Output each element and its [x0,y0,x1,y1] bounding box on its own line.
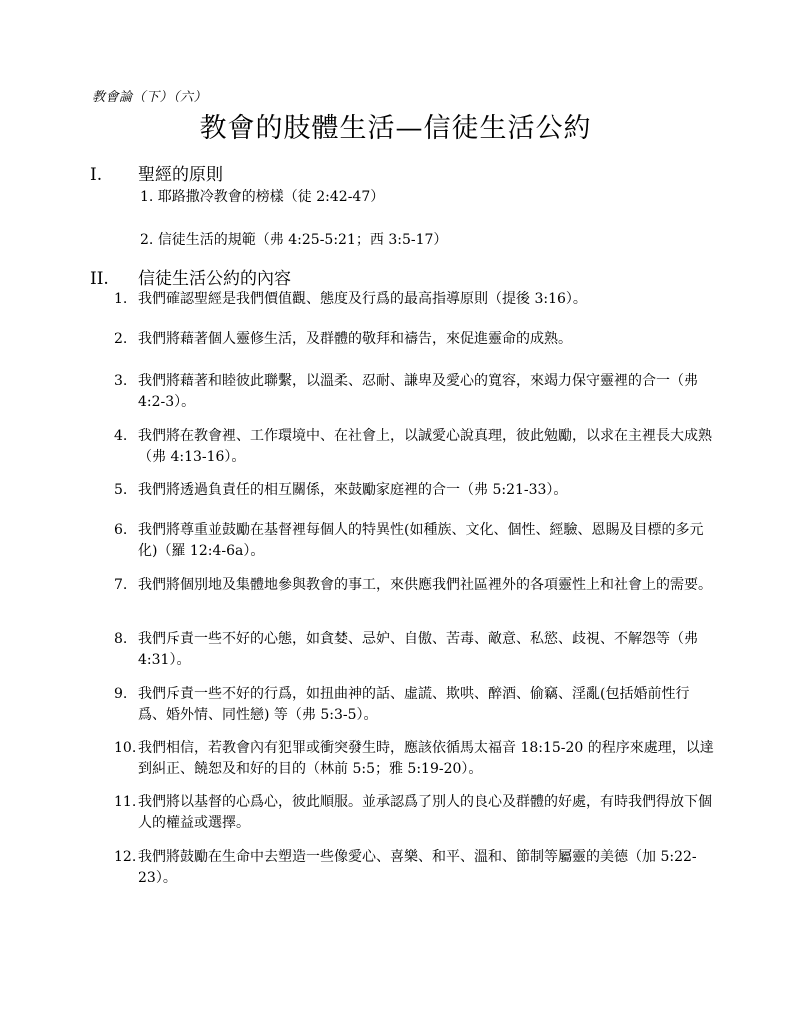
section-number: I. [90,165,103,185]
item-marker: 12. [114,849,137,865]
item-text: 我們將藉著個人靈修生活，及群體的敬拜和禱告，來促進靈命的成熟。 [138,331,572,347]
item-text: 我們將在教會裡、工作環境中、在社會上，以誠愛心說真理，彼此勉勵，以求在主裡長大成熟（弗 4:13-16）。 [138,428,712,465]
principle-item [140,229,447,249]
covenant-item [114,329,716,350]
item-marker: 9. [114,686,128,702]
covenant-item [114,575,716,596]
covenant-item [114,520,716,562]
covenant-item [114,738,716,780]
item-text: 我們將個別地及集體地參與教會的事工，來供應我們社區裡外的各項靈性上和社會上的需要。 [138,577,712,593]
section-title: 聖經的原則 [138,165,223,185]
item-text: 我們斥責一些不好的心態，如貪婪、忌妒、自傲、苦毒、敵意、私慾、歧視、不解怨等（弗 4:31）。 [138,631,698,668]
item-marker: 1. [114,291,128,307]
item-text: 信徒生活的規範（弗 4:25-5:21；西 3:5-17） [157,232,448,248]
item-marker: 4. [114,428,128,444]
item-text: 我們相信，若教會內有犯罪或衝突發生時，應該依循馬太福音 18:15-20 的程序來處理，以達到糾正、饒恕及和好的目的（林前 5:5；雅 5:19-20）。 [138,740,714,777]
header-note: 教會論（下）（六） [92,90,208,105]
section-title: 信徒生活公約的內容 [138,269,291,289]
covenant-item [114,629,716,671]
item-text: 我們將以基督的心爲心，彼此順服。並承認爲了別人的良心及群體的好處，有時我們得放下個人的權益或選擇。 [138,794,712,831]
covenant-item [114,684,716,726]
item-marker: 7. [114,577,128,593]
item-marker: 10. [114,740,137,756]
item-marker: 6. [114,522,128,538]
item-marker: 11. [114,794,137,810]
covenant-item [114,426,716,468]
item-marker: 5. [114,482,128,498]
item-marker: 2. [114,331,128,347]
item-text: 我們確認聖經是我們價值觀、態度及行爲的最高指導原則（提後 3:16）。 [138,291,587,307]
item-text: 我們斥責一些不好的行爲，如扭曲神的話、虛謊、欺哄、醉酒、偷竊、淫亂(包括婚前性行爲、婚外情、同性戀) 等（弗 5:3-5）。 [138,686,690,723]
item-text: 我們將尊重並鼓勵在基督裡每個人的特異性(如種族、文化、個性、經驗、恩賜及目標的多元化)（羅 12:4-6a）。 [138,522,704,559]
item-marker: 8. [114,631,128,647]
section-heading-1 [90,160,223,185]
covenant-item [114,480,716,501]
covenant-item [114,792,716,834]
covenant-item [114,847,716,889]
item-text: 我們將透過負責任的相互關係，來鼓勵家庭裡的合一（弗 5:21-33）。 [138,482,568,498]
item-marker: 1. [140,189,154,205]
item-marker: 3. [114,373,128,389]
principle-item [140,186,384,206]
page-title: 教會的肢體生活—信徒生活公約 [199,113,592,144]
covenant-item [114,371,716,413]
section-heading-2 [90,264,291,289]
section-number: II. [90,269,109,289]
covenant-item [114,289,716,310]
item-text: 我們將鼓勵在生命中去塑造一些像愛心、喜樂、和平、溫和、節制等屬靈的美德（加 5:22-23）。 [138,849,697,886]
item-text: 我們將藉著和睦彼此聯繫，以溫柔、忍耐、謙卑及愛心的寬容，來竭力保守靈裡的合一（弗 4:2-3）。 [138,373,698,410]
item-marker: 2. [140,232,154,248]
item-text: 耶路撒冷教會的榜樣（徒 2:42-47） [157,189,385,205]
